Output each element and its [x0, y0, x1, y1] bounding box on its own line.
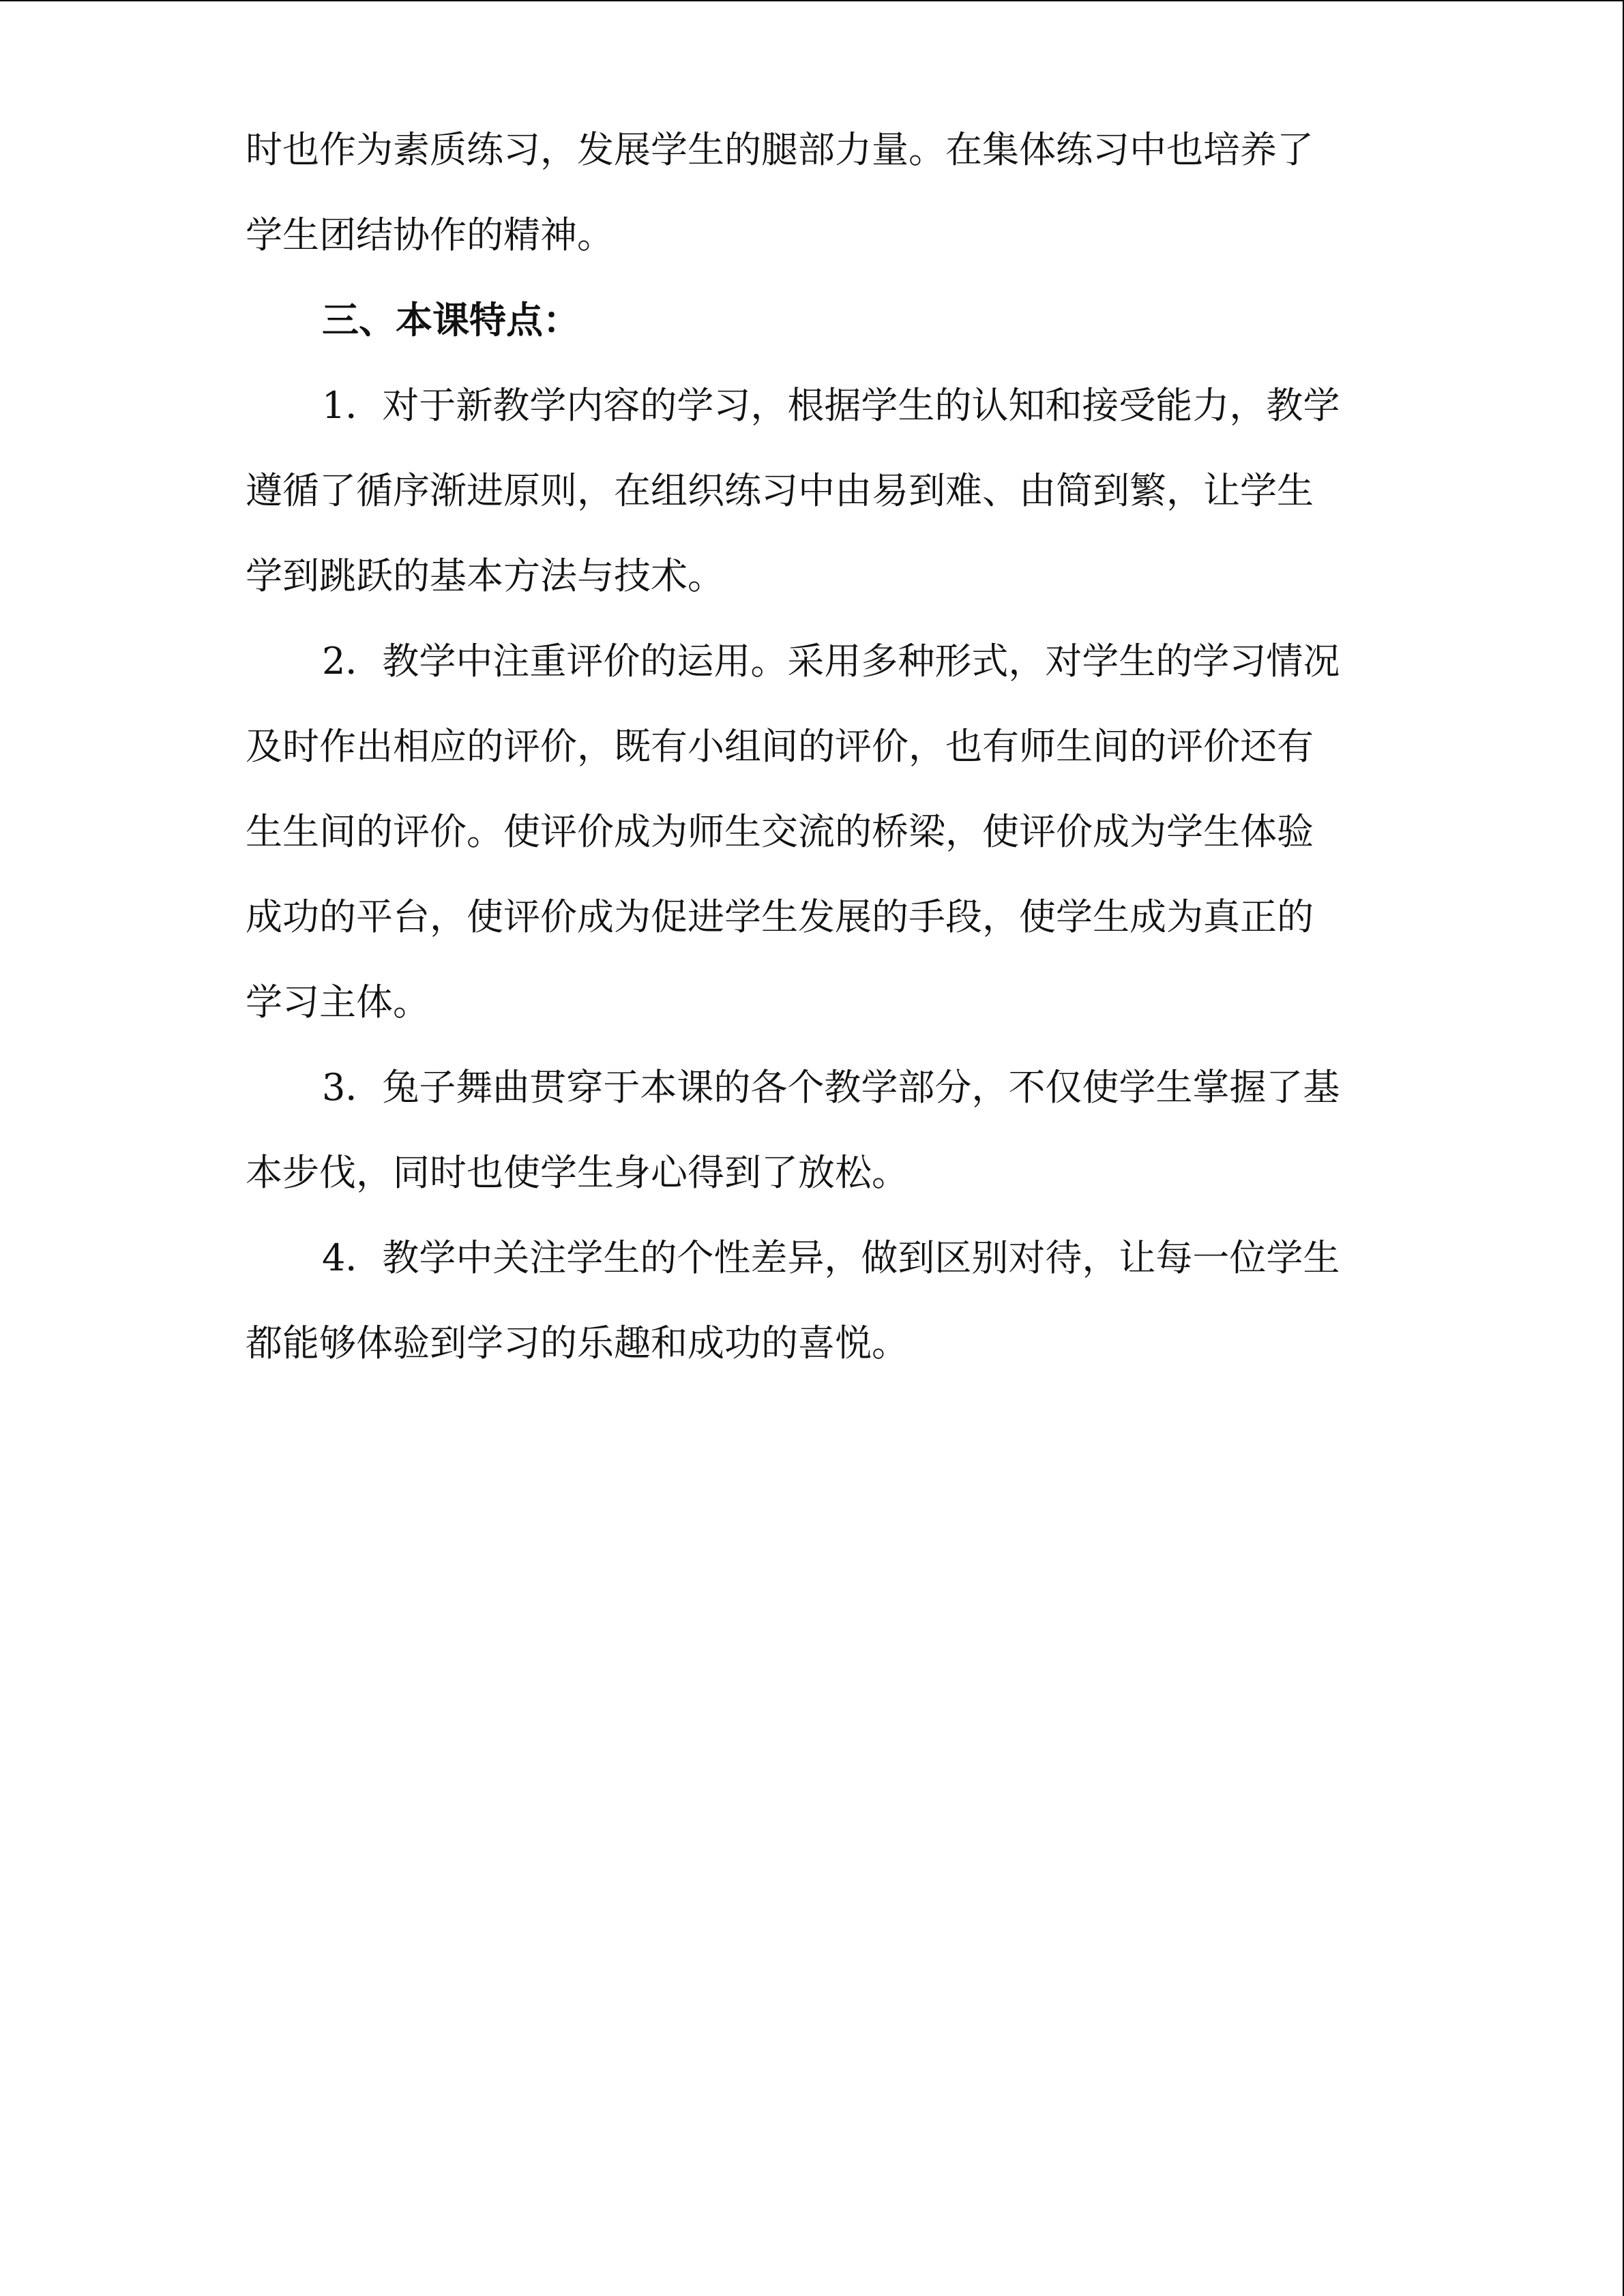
section-heading: 三、本课特点： — [322, 299, 580, 342]
item-1-line: 遵循了循序渐进原则，在组织练习中由易到难、由简到繁，让学生 — [246, 469, 1314, 512]
item-1-line: 1．对于新教学内容的学习，根据学生的认知和接受能力，教学 — [322, 384, 1340, 427]
item-2-line: 成功的平台，使评价成为促进学生发展的手段，使学生成为真正的 — [246, 895, 1314, 938]
item-2-line: 2．教学中注重评价的运用。采用多种形式，对学生的学习情况 — [322, 640, 1340, 683]
item-1-line: 学到跳跃的基本方法与技术。 — [246, 554, 724, 597]
item-2-line: 及时作出相应的评价，既有小组间的评价，也有师生间的评价还有 — [246, 725, 1314, 768]
item-2-line: 生生间的评价。使评价成为师生交流的桥梁，使评价成为学生体验 — [246, 810, 1314, 853]
paragraph-line: 时也作为素质练习，发展学生的腿部力量。在集体练习中也培养了 — [246, 128, 1314, 171]
item-3-line: 3．兔子舞曲贯穿于本课的各个教学部分，不仅使学生掌握了基 — [322, 1066, 1340, 1109]
item-4-line: 都能够体验到学习的乐趣和成功的喜悦。 — [246, 1322, 909, 1365]
paragraph-line: 学生团结协作的精神。 — [246, 213, 614, 256]
item-2-line: 学习主体。 — [246, 981, 430, 1024]
item-3-line: 本步伐，同时也使学生身心得到了放松。 — [246, 1151, 909, 1194]
item-4-line: 4．教学中关注学生的个性差异，做到区别对待，让每一位学生 — [322, 1236, 1340, 1279]
